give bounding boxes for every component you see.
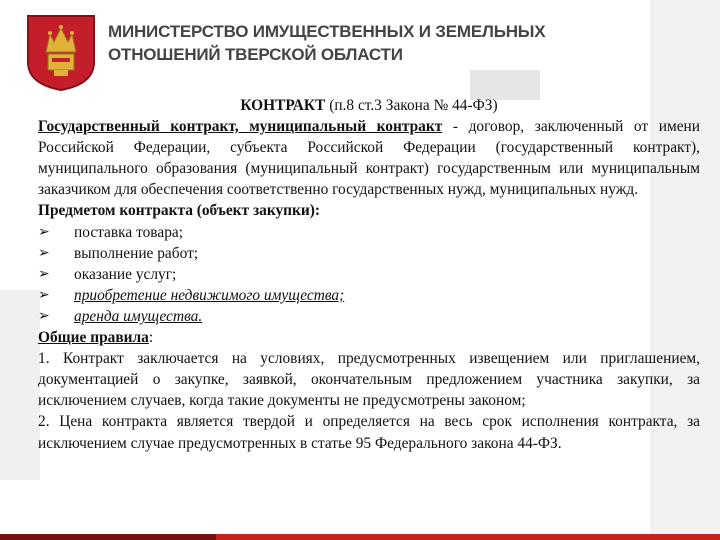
ministry-title-line2: ОТНОШЕНИЙ ТВЕРСКОЙ ОБЛАСТИ bbox=[108, 45, 403, 64]
definition-paragraph bbox=[38, 116, 700, 200]
definition-term: Государственный контракт, муниципальный контракт bbox=[38, 118, 443, 136]
arrow-bullet-icon: ➢ bbox=[38, 223, 50, 240]
rules-heading bbox=[38, 327, 700, 348]
definition-text: - договор, заключенный от имени Российской Федерации, субъекта Российской Федерации (государственный контракт), муниципального образования (муниципальный контракт) государственным или муниципальным заказчиком для обеспечения соответственно государственных нужд, муниципальных нужд. bbox=[38, 118, 700, 199]
list-item bbox=[38, 264, 700, 285]
subject-heading: Предметом контракта (объект закупки): bbox=[38, 202, 321, 220]
rules-heading-colon: : bbox=[148, 329, 154, 347]
list-item-text: аренда имущества. bbox=[74, 307, 203, 325]
list-item-text: выполнение работ; bbox=[74, 244, 199, 262]
list-item-text: приобретение недвижимого имущества; bbox=[74, 286, 345, 304]
footer-accent-dark bbox=[0, 534, 216, 540]
rule-1: 1. Контракт заключается на условиях, предусмотренных извещением или приглашением, документацией о закупке, заявкой, окончательным предложением участника закупки, за исключением случаев, когда такие документы не предусмотрены законом; bbox=[38, 350, 700, 410]
coat-of-arms-icon bbox=[24, 12, 98, 92]
title-reference: (п.8 ст.3 Закона № 44-ФЗ) bbox=[329, 97, 498, 114]
list-item-text: оказание услуг; bbox=[74, 265, 177, 283]
background-block bbox=[0, 290, 40, 480]
ministry-title bbox=[108, 20, 588, 66]
rule-2: 2. Цена контракта является твердой и определяется на весь срок исполнения контракта, за исключением случае предусмотренных в статье 95 Федерального закона 44-ФЗ. bbox=[38, 413, 700, 452]
list-item bbox=[38, 306, 700, 327]
arrow-bullet-icon: ➢ bbox=[38, 244, 50, 261]
arrow-bullet-icon: ➢ bbox=[38, 307, 50, 324]
arrow-bullet-icon: ➢ bbox=[38, 265, 50, 282]
rules-heading-text: Общие правила bbox=[38, 329, 149, 347]
footer-accent-bar bbox=[0, 534, 720, 540]
arrow-bullet-icon: ➢ bbox=[38, 286, 50, 303]
list-item bbox=[38, 285, 700, 306]
ministry-title-line1: МИНИСТЕРСТВО ИМУЩЕСТВЕННЫХ И ЗЕМЕЛЬНЫХ bbox=[108, 22, 546, 41]
document-body bbox=[38, 95, 700, 454]
title-main: КОНТРАКТ bbox=[240, 97, 326, 114]
document-title bbox=[38, 95, 700, 116]
list-item bbox=[38, 243, 700, 264]
footer-accent-red bbox=[216, 534, 720, 540]
list-item-text: поставка товара; bbox=[74, 223, 183, 241]
header bbox=[0, 0, 720, 96]
list-item bbox=[38, 222, 700, 243]
